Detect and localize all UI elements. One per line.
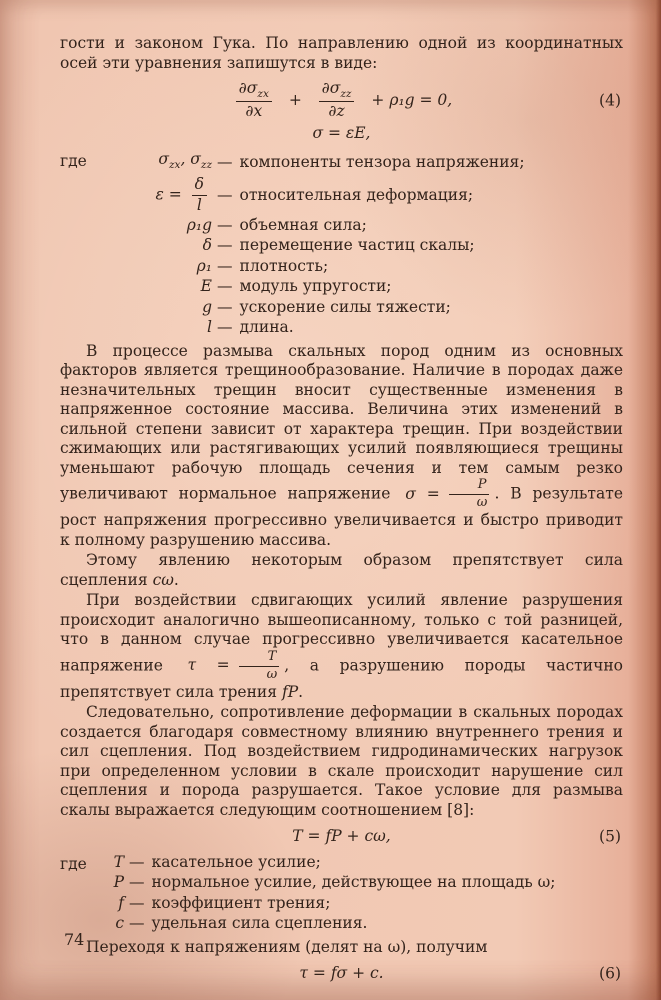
definition-row: E — модуль упругости; xyxy=(200,277,392,296)
page-number: 74 xyxy=(64,930,85,949)
definitions-block-2 xyxy=(60,853,623,934)
definitions-block-1 xyxy=(60,150,623,338)
definition-list-1 xyxy=(126,150,623,338)
equation-4-number: (4) xyxy=(599,90,621,109)
definition-dash: — xyxy=(129,893,145,912)
equation-6-expression: τ = fσ + c. xyxy=(299,964,384,982)
plus-operator: + xyxy=(288,90,302,109)
equation-4-line-2 xyxy=(60,124,623,144)
definition-row: ρ₁g — объемная сила; xyxy=(186,215,367,234)
equation-5-line xyxy=(60,827,623,847)
definition-dash: — xyxy=(217,236,233,255)
definition-list-2 xyxy=(106,853,623,934)
sigma-equals-symbol: σ = xyxy=(405,484,440,503)
definition-row: δ — перемещение частиц скалы; xyxy=(202,236,475,255)
equation-5-expression: T = fP + cω, xyxy=(292,827,391,845)
definition-dash: — xyxy=(129,873,145,891)
definition-row: $\sigma_{zx}$, $\sigma_{zz}$ — компоненты тензора напряжения; xyxy=(158,149,525,171)
paragraph-fracture-process: В процессе размыва скальных пород одним из основных факторов является трещинообразование. Наличие в породах даже незначительных трещин вносит существенные изменения в напряженное состояние массива. Величина этих изменений в сильной степени зависит от характера трещин. При воздействии сжимающих или растягивающих усилий появляющиеся трещины уменьшают рабочую площадь сечения и тем самым резко увеличивают нормальное напряжение σ = $\frac{P}{\omega}$ . В результате рост напряжения прогрессивно увеличивается и быстро приводит к полному разрушению массива. xyxy=(60,341,623,549)
definition-dash: — xyxy=(217,277,233,296)
hooke-law-expression: σ = εE, xyxy=(312,124,371,143)
definition-row: T — касательное усилие; xyxy=(113,852,321,871)
fraction-delta-l: $\frac{\delta}{l}$ xyxy=(192,176,207,215)
definition-row: ε = $\frac{\delta}{l}$ — относительная деформация; xyxy=(126,176,623,215)
fraction-P-omega: $\frac{P}{\omega}$ xyxy=(449,478,490,511)
definition-row: P — нормальное усилие, действующее на площадь ω; xyxy=(113,873,556,891)
equation-6-number: (6) xyxy=(599,964,621,982)
definition-dash: — xyxy=(217,185,233,204)
paragraph-transition: Переходя к напряжениям (делят на ω), получим xyxy=(86,937,488,956)
equation-4-tail: + ρ₁g = 0, xyxy=(371,90,453,109)
epsilon-fraction-symbol: ε = $\frac{\delta}{l}$ xyxy=(126,176,212,215)
equation-4-line-1 xyxy=(60,80,623,121)
definition-row: ρ₁ — плотность; xyxy=(196,256,329,275)
equation-6-line xyxy=(60,964,623,984)
where-label-1: где xyxy=(60,151,87,170)
definition-dash: — xyxy=(217,297,233,316)
equation-4-expression xyxy=(231,79,453,121)
paragraph-intro: гости и законом Гука. По направлению одной из координатных осей эти уравнения запишутся в виде: xyxy=(60,34,623,72)
fraction-dsigma-zx-dx: $\frac{\partial\sigma_{zx}}{\partial x}$ xyxy=(236,80,272,121)
fraction-T-omega: $\frac{T}{\omega}$ xyxy=(239,650,280,683)
equation-5 xyxy=(60,827,623,847)
fraction-dsigma-zz-dz: $\frac{\partial\sigma_{zz}}{\partial z}$ xyxy=(319,80,355,121)
where-label-2: где xyxy=(60,854,87,873)
equation-5-number: (5) xyxy=(599,827,621,845)
paragraph-shear: При воздействии сдвигающих усилий явление разрушения происходит аналогично вышеописанному, только с той разницей, что в данном случае прогрессивно увеличивается касательное напряжение τ = $\frac{T}{\omega}$ , а разрушению породы частично препятствует сила трения fP. xyxy=(60,591,623,701)
paragraph-conclusion: Следовательно, сопротивление деформации в скальных породах создается благодаря совместному влиянию внутреннего трения и сил сцепления. Под воздействием гидродинамических нагрузок при определенном условии в скале происходит нарушение сил сцепления и порода разрушается. Такое условие для размыва скалы выражается следующим соотношением [8]: xyxy=(60,703,623,819)
page-text-block xyxy=(60,34,623,990)
tau-equals-symbol: τ = xyxy=(187,656,230,675)
definition-dash: — xyxy=(217,215,233,234)
equation-4 xyxy=(60,80,623,144)
c-omega-symbol: cω xyxy=(152,570,174,589)
definition-row: f — коэффициент трения; xyxy=(118,893,331,912)
definition-dash: — xyxy=(129,852,145,871)
definition-dash: — xyxy=(217,256,233,275)
definition-dash: — xyxy=(129,914,145,932)
definition-row: l — длина. xyxy=(207,318,294,337)
definition-row: g — ускорение силы тяжести; xyxy=(202,297,451,316)
definition-row: c — удельная сила сцепления. xyxy=(115,914,368,932)
definition-dash: — xyxy=(217,318,233,337)
paragraph-cohesion: Этому явлению некоторым образом препятствует сила сцепления cω. xyxy=(60,551,623,589)
definition-dash: — xyxy=(217,152,233,171)
equation-6 xyxy=(60,964,623,984)
fP-symbol: fP xyxy=(281,682,299,701)
